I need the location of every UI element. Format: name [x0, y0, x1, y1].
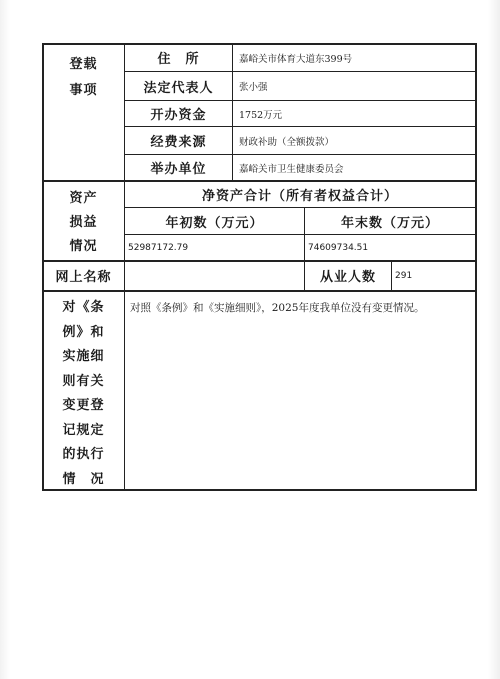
changes-label-line1: 对《条	[62, 300, 105, 315]
changes-label-line3: 实施细	[62, 349, 105, 364]
web-name-value	[125, 261, 304, 290]
net-assets-header: 净资产合计（所有者权益合计）	[201, 188, 398, 204]
staff-count-value: 291	[395, 270, 413, 281]
changes-label-line4: 则有关	[62, 373, 105, 389]
web-name-label: 网上名称	[55, 270, 112, 285]
changes-label-line8: 情 况	[62, 471, 105, 487]
assets-label	[43, 187, 124, 259]
legal-rep-value: 张小强	[239, 82, 268, 93]
sponsor-value: 嘉峪关市卫生健康委员会	[239, 163, 344, 175]
registration-label-line1: 登载	[69, 57, 98, 72]
section-divider-changes	[42, 290, 477, 292]
changes-label-line6: 记规定	[62, 422, 105, 438]
assets-label-line3: 情况	[69, 239, 98, 254]
changes-label-line5: 变更登	[62, 398, 105, 413]
legal-rep-label: 法定代表人	[143, 80, 214, 96]
assets-label-line2: 损益	[69, 215, 98, 230]
assets-label-line1: 资产	[69, 191, 98, 206]
funding-source-value: 财政补助（全额拨款）	[239, 136, 335, 148]
address-value: 嘉峪关市体育大道东399号	[239, 53, 353, 65]
staff-count-label: 从业人数	[319, 270, 376, 285]
funding-source-label: 经费来源	[150, 135, 207, 150]
sponsor-label: 举办单位	[150, 162, 207, 177]
end-year-header: 年末数（万元）	[340, 215, 439, 231]
begin-year-value: 52987172.79	[128, 242, 189, 253]
changes-label	[43, 296, 124, 492]
end-year-value: 74609734.51	[308, 242, 369, 253]
address-label: 住 所	[157, 52, 200, 67]
right-border	[475, 43, 477, 490]
capital-label: 开办资金	[150, 108, 207, 123]
changes-label-line2: 例》和	[62, 324, 105, 340]
changes-text: 对照《条例》和《实施细则》，2025年度我单位没有变更情况。	[130, 302, 425, 314]
registration-label	[43, 52, 124, 104]
registration-label-line2: 事项	[69, 83, 98, 98]
capital-value: 1752万元	[239, 109, 283, 121]
changes-label-line7: 的执行	[62, 447, 105, 462]
begin-year-header: 年初数（万元）	[165, 215, 264, 231]
